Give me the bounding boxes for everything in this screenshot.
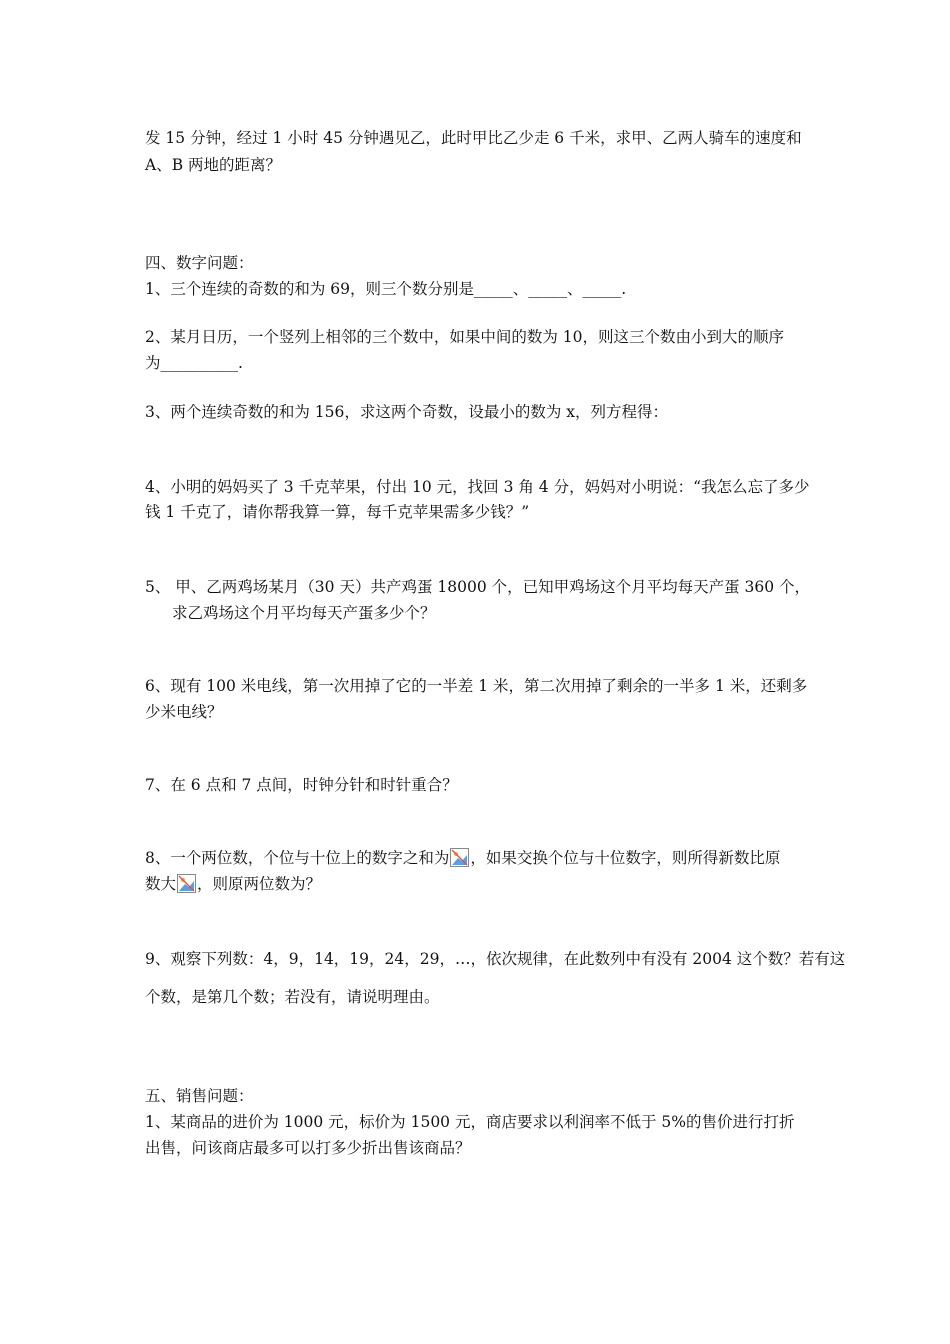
section-4-question-5-line-2: 求乙鸡场这个月平均每天产蛋多少个？: [172, 604, 436, 622]
section-4-question-4-line-2: 钱 1 千克了，请你帮我算一算，每千克苹果需多少钱？”: [145, 503, 530, 521]
section-4-question-4-line-1: 4、小明的妈妈买了 3 千克苹果，付出 10 元，找回 3 角 4 分，妈妈对小明说：“我怎么忘了多少: [145, 478, 810, 496]
broken-image-icon: [177, 874, 196, 893]
question-8-text-b: ，如果交换个位与十位数字，则所得新数比原: [470, 849, 781, 867]
section-4-question-5-line-1: 5、 甲、乙两鸡场某月（30 天）共产鸡蛋 18000 个，已知甲鸡场这个月平均每天产蛋 360 个，: [145, 578, 811, 596]
section-4-question-1: 1、三个连续的奇数的和为 69，则三个数分别是_____、_____、_____.: [145, 280, 627, 298]
section-4-heading: 四、数字问题：: [145, 254, 254, 272]
section-5-question-1-line-1: 1、某商品的进价为 1000 元，标价为 1500 元，商店要求以利润率不低于 5%的售价进行打折: [145, 1113, 795, 1131]
section-5-heading: 五、销售问题：: [145, 1087, 254, 1105]
section-4-question-7: 7、在 6 点和 7 点间，时钟分针和时针重合？: [145, 776, 458, 794]
section-4-question-9-line-1: 9、观察下列数：4，9，14，19，24，29，…，依次规律，在此数列中有没有 2004 这个数？若有这: [145, 950, 846, 968]
section-4-question-8-line-1: [145, 848, 815, 868]
section-4-question-6-line-2: 少米电线？: [145, 703, 223, 721]
section-4-question-3: 3、两个连续奇数的和为 156，求这两个奇数，设最小的数为 x，列方程得：: [145, 403, 669, 421]
question-8-text-c: 数大: [145, 875, 177, 893]
section-4-question-2-line-2: 为__________.: [145, 354, 243, 372]
section-4-question-6-line-1: 6、现有 100 米电线，第一次用掉了它的一半差 1 米，第二次用掉了剩余的一半多 1 米，还剩多: [145, 677, 808, 695]
section-5-question-1-line-2: 出售，问该商店最多可以打多少折出售该商品？: [145, 1139, 471, 1157]
section-4-question-2-line-1: 2、某月日历，一个竖列上相邻的三个数中，如果中间的数为 10，则这三个数由小到大的顺序: [145, 328, 785, 346]
section-4-question-9-line-2: 个数，是第几个数；若没有，请说明理由。: [145, 988, 440, 1006]
broken-image-icon: [450, 848, 469, 867]
intro-line-2: A、B 两地的距离？: [145, 156, 282, 174]
intro-line-1: 发 15 分钟，经过 1 小时 45 分钟遇见乙，此时甲比乙少走 6 千米，求甲、乙两人骑车的速度和: [145, 129, 802, 147]
question-8-text-a: 8、一个两位数，个位与十位上的数字之和为: [145, 849, 450, 867]
question-8-text-d: ，则原两位数为？: [197, 875, 322, 893]
section-4-question-8-line-2: [145, 874, 815, 894]
